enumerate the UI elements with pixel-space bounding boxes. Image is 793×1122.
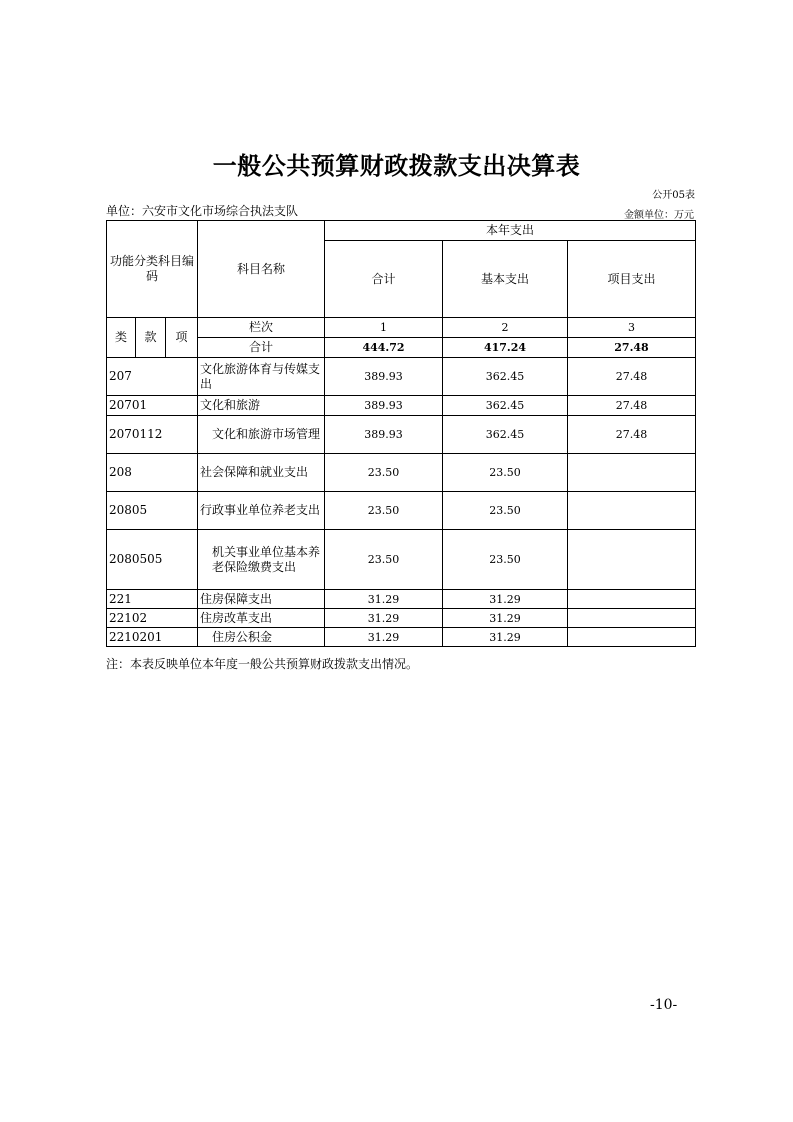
- table-row: [107, 358, 696, 396]
- row-name: 机关事业单位基本养老保险缴费支出: [198, 530, 325, 590]
- col-number-1: 1: [325, 318, 443, 338]
- row-project: [568, 590, 696, 609]
- row-basic: 23.50: [443, 454, 568, 492]
- row-code: 20805: [107, 492, 198, 530]
- row-project: [568, 628, 696, 647]
- current-year-header: 本年支出: [325, 221, 696, 241]
- row-project: 27.48: [568, 416, 696, 454]
- page-title: 一般公共预算财政拨款支出决算表: [212, 152, 581, 180]
- row-basic: 31.29: [443, 590, 568, 609]
- col-basic-header: 基本支出: [443, 241, 568, 318]
- row-basic: 362.45: [443, 358, 568, 396]
- table-row: [107, 492, 696, 530]
- header-row-1: [107, 221, 696, 241]
- row-total: 389.93: [325, 396, 443, 416]
- row-basic: 23.50: [443, 530, 568, 590]
- table-row: [107, 628, 696, 647]
- kuan-header: 款: [136, 318, 166, 358]
- table-row: [107, 454, 696, 492]
- row-project: [568, 530, 696, 590]
- col-number-2: 2: [443, 318, 568, 338]
- row-project: [568, 609, 696, 628]
- column-number-row: [107, 318, 696, 338]
- row-project: 27.48: [568, 358, 696, 396]
- lanci-label: 栏次: [198, 318, 325, 338]
- row-basic: 23.50: [443, 492, 568, 530]
- row-code: 207: [107, 358, 198, 396]
- table-row: [107, 396, 696, 416]
- table-row: [107, 590, 696, 609]
- row-name: 社会保障和就业支出: [198, 454, 325, 492]
- row-total: 389.93: [325, 416, 443, 454]
- totals-total: 444.72: [325, 338, 443, 358]
- row-basic: 362.45: [443, 396, 568, 416]
- row-total: 31.29: [325, 628, 443, 647]
- row-code: 208: [107, 454, 198, 492]
- row-code: 2070112: [107, 416, 198, 454]
- col-number-3: 3: [568, 318, 696, 338]
- row-name: 文化旅游体育与传媒支出: [198, 358, 325, 396]
- page-number: -10-: [650, 997, 678, 1013]
- row-name: 住房保障支出: [198, 590, 325, 609]
- row-project: [568, 492, 696, 530]
- table-row: [107, 609, 696, 628]
- xiang-header: 项: [166, 318, 198, 358]
- form-number: 公开05表: [652, 190, 695, 201]
- row-basic: 31.29: [443, 609, 568, 628]
- table-note: 注：本表反映单位本年度一般公共预算财政拨款支出情况。: [106, 657, 419, 671]
- row-total: 31.29: [325, 609, 443, 628]
- unit-label: 单位：六安市文化市场综合执法支队: [106, 204, 299, 218]
- totals-project: 27.48: [568, 338, 696, 358]
- row-basic: 31.29: [443, 628, 568, 647]
- table-row: [107, 416, 696, 454]
- subject-name-header: 科目名称: [198, 221, 325, 318]
- row-name: 文化和旅游市场管理: [198, 416, 325, 454]
- row-total: 23.50: [325, 492, 443, 530]
- row-name: 文化和旅游: [198, 396, 325, 416]
- row-code: 22102: [107, 609, 198, 628]
- totals-label: 合计: [198, 338, 325, 358]
- table-row: [107, 530, 696, 590]
- row-code: 2080505: [107, 530, 198, 590]
- func-code-header: 功能分类科目编码: [107, 221, 198, 318]
- row-project: [568, 454, 696, 492]
- col-project-header: 项目支出: [568, 241, 696, 318]
- row-project: 27.48: [568, 396, 696, 416]
- row-total: 389.93: [325, 358, 443, 396]
- row-code: 221: [107, 590, 198, 609]
- row-name: 行政事业单位养老支出: [198, 492, 325, 530]
- expenditure-table: [106, 220, 696, 647]
- row-code: 20701: [107, 396, 198, 416]
- lei-header: 类: [107, 318, 136, 358]
- row-total: 31.29: [325, 590, 443, 609]
- amount-unit: 金额单位：万元: [624, 210, 694, 221]
- unit-row: [106, 202, 694, 221]
- totals-basic: 417.24: [443, 338, 568, 358]
- row-total: 23.50: [325, 454, 443, 492]
- row-name: 住房改革支出: [198, 609, 325, 628]
- col-total-header: 合计: [325, 241, 443, 318]
- row-total: 23.50: [325, 530, 443, 590]
- row-code: 2210201: [107, 628, 198, 647]
- row-name: 住房公积金: [198, 628, 325, 647]
- row-basic: 362.45: [443, 416, 568, 454]
